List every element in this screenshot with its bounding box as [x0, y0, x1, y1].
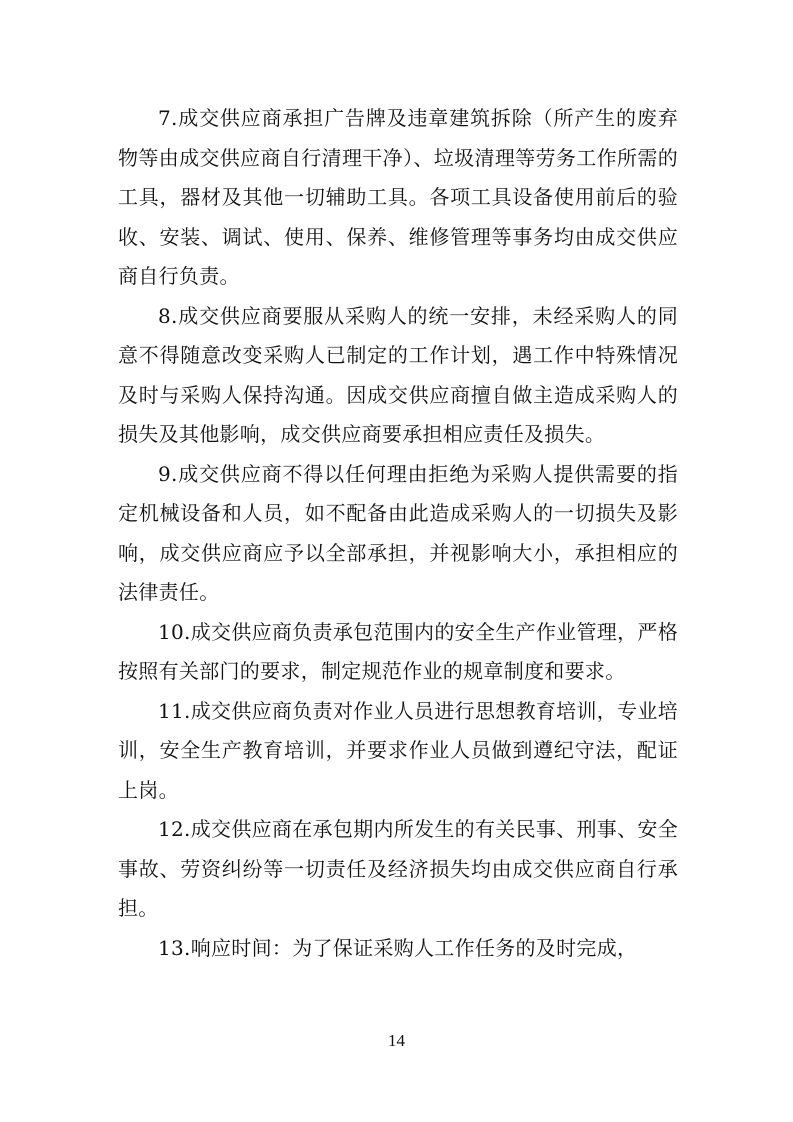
paragraph-item-9: 9.成交供应商不得以任何理由拒绝为采购人提供需要的指定机械设备和人员，如不配备由此造成采购人的一切损失及影响，成交供应商应予以全部承担，并视影响大小，承担相应的法律责任。: [118, 461, 678, 604]
paragraph-item-10: 10.成交供应商负责承包范围内的安全生产作业管理，严格按照有关部门的要求，制定规范作业的规章制度和要求。: [118, 619, 678, 683]
paragraph-item-11: 11.成交供应商负责对作业人员进行思想教育培训，专业培训，安全生产教育培训，并要求作业人员做到遵纪守法，配证上岗。: [118, 698, 678, 802]
body-text: [118, 99, 678, 968]
paragraph-item-8: 8.成交供应商要服从采购人的统一安排，未经采购人的同意不得随意改变采购人已制定的工作计划，遇工作中特殊情况及时与采购人保持沟通。因成交供应商擅自做主造成采购人的损失及其他影响，成交供应商要承担相应责任及损失。: [118, 303, 678, 446]
paragraph-item-7: 7.成交供应商承担广告牌及违章建筑拆除（所产生的废弃物等由成交供应商自行清理干净）、垃圾清理等劳务工作所需的工具，器材及其他一切辅助工具。各项工具设备使用前后的验收、安装、调试、使用、保养、维修管理等事务均由成交供应商自行负责。: [118, 106, 678, 288]
paragraph-item-12: 12.成交供应商在承包期内所发生的有关民事、刑事、安全事故、劳资纠纷等一切责任及经济损失均由成交供应商自行承担。: [118, 817, 678, 920]
paragraph-item-13: 13.响应时间：为了保证采购人工作任务的及时完成，: [158, 935, 638, 960]
page-number: 14: [388, 1031, 405, 1050]
